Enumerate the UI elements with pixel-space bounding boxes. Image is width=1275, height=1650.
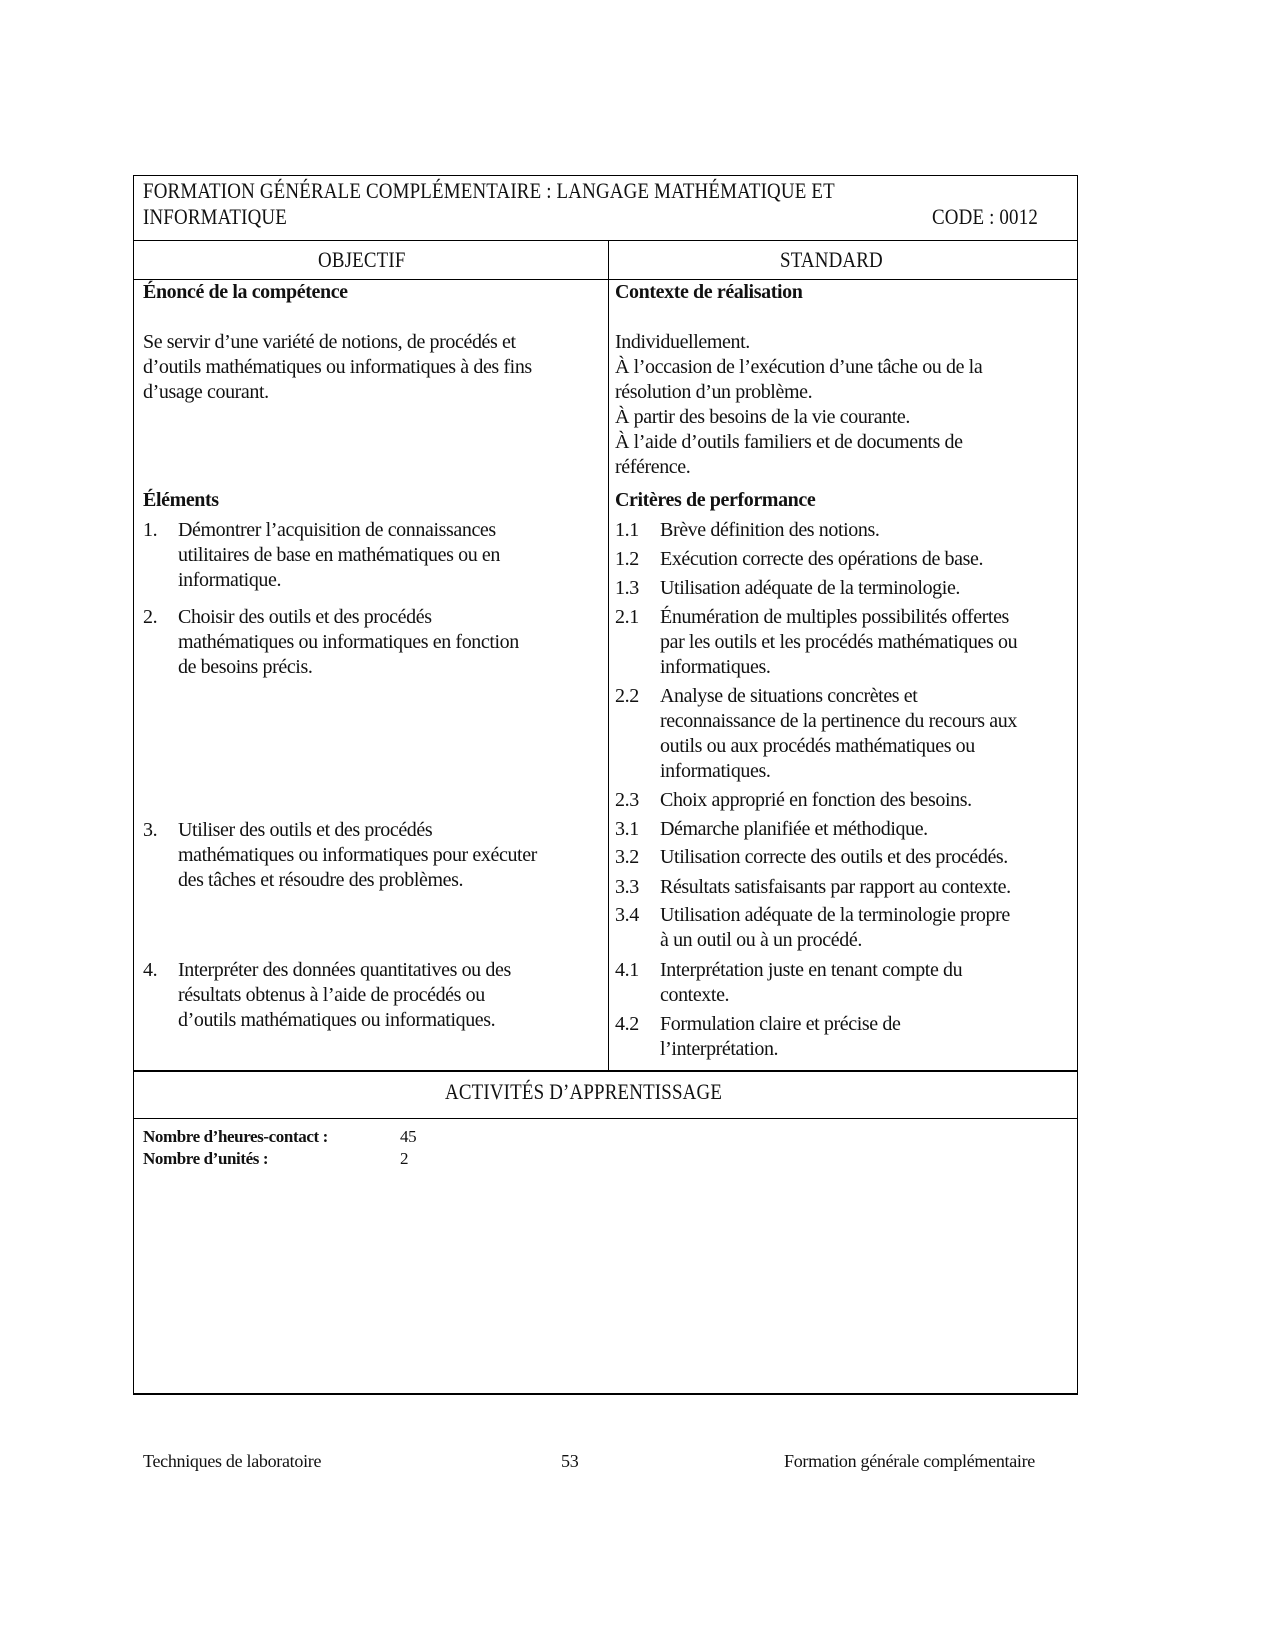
footer-program: Techniques de laboratoire (143, 1451, 322, 1471)
critere-text (660, 875, 1011, 900)
text-line: Interpréter des données quantitatives ou des (178, 959, 511, 981)
text-line: Se servir d’une variété de notions, de procédés et (143, 331, 516, 353)
text-line: mathématiques ou informatiques pour exécuter (178, 844, 537, 866)
table-border-bottom (133, 1393, 1078, 1395)
unites-value: 2 (400, 1149, 409, 1168)
enonce-heading: Énoncé de la compétence (143, 281, 348, 303)
text-line: mathématiques ou informatiques en fonction (178, 631, 519, 653)
text-line: informatique. (178, 569, 282, 591)
text-line: à un outil ou à un procédé. (660, 929, 862, 951)
criteres-heading: Critères de performance (615, 489, 816, 511)
critere-number: 1.3 (615, 577, 639, 599)
critere-text (660, 958, 962, 1008)
element-text (178, 958, 511, 1033)
text-line: de besoins précis. (178, 656, 313, 678)
critere-text (660, 903, 1010, 953)
critere-number: 3.3 (615, 876, 639, 898)
enonce-text (143, 330, 532, 405)
elements-heading: Éléments (143, 489, 219, 511)
text-line: Résultats satisfaisants par rapport au contexte. (660, 876, 1011, 898)
element-text (178, 605, 519, 680)
text-line: Analyse de situations concrètes et (660, 685, 918, 707)
critere-number: 2.1 (615, 606, 639, 628)
element-number: 2. (143, 606, 158, 628)
text-line: contexte. (660, 984, 730, 1006)
text-line: informatiques. (660, 760, 771, 782)
column-header-objectif: OBJECTIF (318, 247, 406, 272)
text-line: d’outils mathématiques ou informatiques à des fins (143, 356, 532, 378)
footer-section: Formation générale complémentaire (784, 1451, 1035, 1471)
critere-number: 4.1 (615, 959, 639, 981)
critere-text (660, 817, 928, 842)
critere-number: 2.3 (615, 789, 639, 811)
heures-label: Nombre d’heures-contact : (143, 1127, 328, 1146)
table-border-top (133, 175, 1078, 176)
text-line: Exécution correcte des opérations de base. (660, 548, 984, 570)
text-line: Utilisation adéquate de la terminologie. (660, 577, 961, 599)
element-number: 1. (143, 519, 158, 541)
activites-bottom-divider (133, 1118, 1078, 1119)
critere-text (660, 845, 1008, 870)
activites-top-divider (133, 1070, 1078, 1072)
critere-text (660, 547, 983, 572)
table-border-left (133, 175, 134, 1394)
critere-text (660, 788, 972, 813)
text-line: outils ou aux procédés mathématiques ou (660, 735, 975, 757)
program-title-line2: INFORMATIQUE (143, 204, 287, 229)
element-number: 3. (143, 819, 158, 841)
critere-text (660, 684, 1017, 784)
header-divider (133, 240, 1078, 241)
text-line: Individuellement. (615, 331, 750, 353)
critere-number: 2.2 (615, 685, 639, 707)
critere-number: 1.1 (615, 519, 639, 541)
critere-text (660, 576, 960, 601)
text-line: résultats obtenus à l’aide de procédés ou (178, 984, 485, 1006)
table-border-right (1077, 175, 1078, 1394)
text-line: Utilisation correcte des outils et des procédés. (660, 846, 1008, 868)
text-line: Démarche planifiée et méthodique. (660, 818, 928, 840)
page-number: 53 (561, 1451, 579, 1471)
activites-heading: ACTIVITÉS D’APPRENTISSAGE (445, 1079, 723, 1104)
text-line: Formulation claire et précise de (660, 1013, 901, 1035)
text-line: par les outils et les procédés mathématiques ou (660, 631, 1018, 653)
text-line: Démontrer l’acquisition de connaissances (178, 519, 496, 541)
critere-number: 4.2 (615, 1013, 639, 1035)
text-line: Énumération de multiples possibilités offertes (660, 606, 1009, 628)
program-title: FORMATION GÉNÉRALE COMPLÉMENTAIRE : LANGAGE MATHÉMATIQUE ET (143, 178, 835, 203)
contexte-text (615, 330, 982, 480)
column-header-standard: STANDARD (780, 247, 883, 272)
text-line: informatiques. (660, 656, 771, 678)
heures-value: 45 (400, 1127, 417, 1146)
text-line: À l’aide d’outils familiers et de documents de (615, 431, 963, 453)
text-line: Choix approprié en fonction des besoins. (660, 789, 972, 811)
text-line: Utiliser des outils et des procédés (178, 819, 433, 841)
text-line: utilitaires de base en mathématiques ou en (178, 544, 500, 566)
text-line: Brève définition des notions. (660, 519, 880, 541)
text-line: référence. (615, 456, 691, 478)
critere-number: 1.2 (615, 548, 639, 570)
contexte-heading: Contexte de réalisation (615, 281, 803, 303)
text-line: À partir des besoins de la vie courante. (615, 406, 911, 428)
critere-text (660, 605, 1017, 680)
course-code: CODE : 0012 (932, 204, 1038, 229)
critere-number: 3.2 (615, 846, 639, 868)
critere-number: 3.4 (615, 904, 639, 926)
text-line: Utilisation adéquate de la terminologie propre (660, 904, 1010, 926)
element-text (178, 818, 537, 893)
element-number: 4. (143, 959, 158, 981)
critere-text (660, 518, 879, 543)
element-text (178, 518, 500, 593)
text-line: Choisir des outils et des procédés (178, 606, 432, 628)
text-line: reconnaissance de la pertinence du recours aux (660, 710, 1017, 732)
text-line: des tâches et résoudre des problèmes. (178, 869, 464, 891)
text-line: Interprétation juste en tenant compte du (660, 959, 963, 981)
critere-number: 3.1 (615, 818, 639, 840)
text-line: d’outils mathématiques ou informatiques. (178, 1009, 496, 1031)
text-line: résolution d’un problème. (615, 381, 813, 403)
text-line: d’usage courant. (143, 381, 269, 403)
critere-text (660, 1012, 900, 1062)
column-divider (608, 240, 609, 1070)
text-line: l’interprétation. (660, 1038, 779, 1060)
text-line: À l’occasion de l’exécution d’une tâche ou de la (615, 356, 983, 378)
unites-label: Nombre d’unités : (143, 1149, 269, 1168)
